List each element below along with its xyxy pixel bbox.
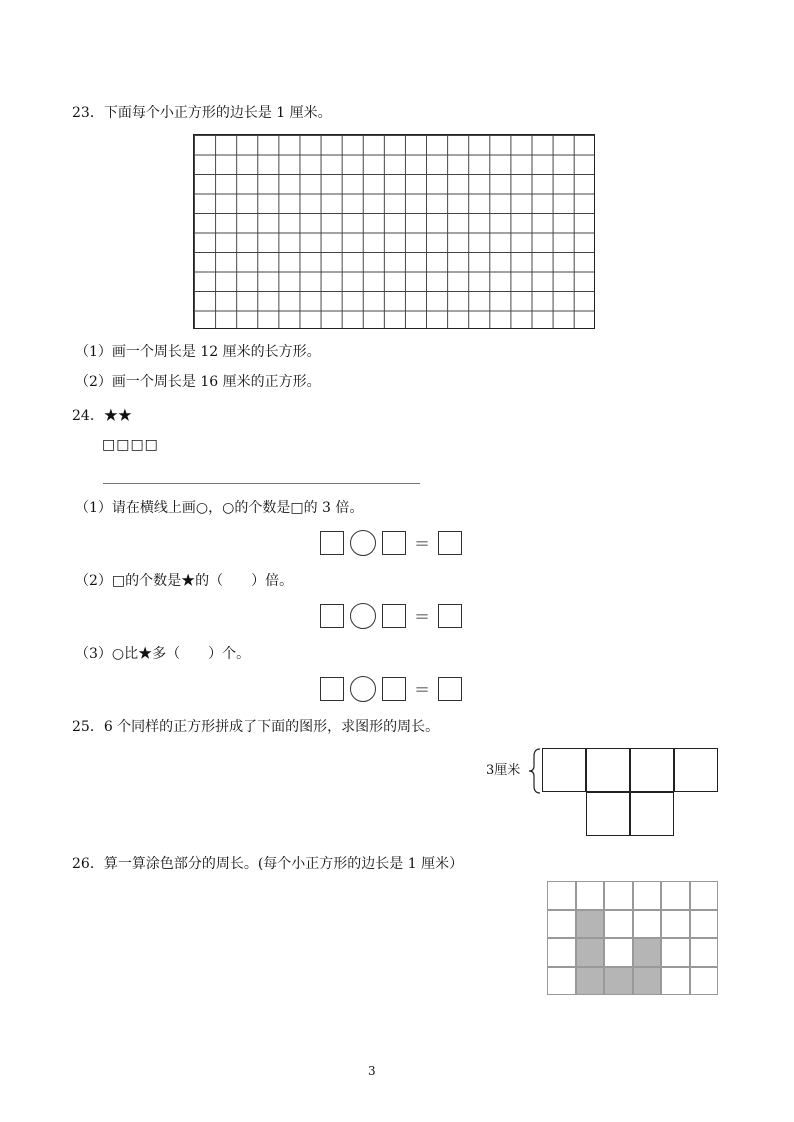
equation-blank[interactable] [320, 604, 344, 628]
figure-square [630, 792, 674, 836]
grid-cell [547, 910, 576, 939]
shaded-cell [633, 967, 662, 996]
equals-sign: = [414, 605, 430, 627]
q24-answer-line[interactable] [103, 483, 420, 484]
shaded-cell [576, 910, 605, 939]
grid-cell [547, 967, 576, 996]
grid-cell [661, 881, 690, 910]
grid-cell [690, 881, 719, 910]
q24-equation-2 [320, 603, 462, 629]
grid-cell [690, 910, 719, 939]
grid-cell [661, 910, 690, 939]
grid-cell [576, 881, 605, 910]
grid-cell [547, 881, 576, 910]
q24-title: 24．★★ [72, 408, 132, 424]
equation-blank[interactable] [320, 531, 344, 555]
shaded-cell [576, 938, 605, 967]
equals-sign: = [414, 532, 430, 554]
grid-cell [604, 910, 633, 939]
grid-cell [633, 881, 662, 910]
operator-blank[interactable] [350, 530, 376, 556]
page-number: 3 [368, 1064, 376, 1078]
q24-sub1: （1）请在横线上画○，○的个数是□的 3 倍。 [75, 500, 364, 516]
q24-equation-3 [320, 676, 462, 702]
grid-cell [690, 967, 719, 996]
q23-title: 23．下面每个小正方形的边长是 1 厘米。 [72, 105, 332, 121]
shaded-cell [576, 967, 605, 996]
q23-sub1: （1）画一个周长是 12 厘米的长方形。 [75, 344, 321, 360]
q25-side-label: 3厘米 [486, 763, 521, 778]
grid-cell [604, 938, 633, 967]
operator-blank[interactable] [350, 603, 376, 629]
figure-square [586, 748, 630, 792]
equation-blank[interactable] [382, 604, 406, 628]
figure-square [630, 748, 674, 792]
equals-sign: = [414, 678, 430, 700]
shaded-cell [633, 938, 662, 967]
q24-sub2: （2）□的个数是★的（ ）倍。 [75, 573, 294, 589]
equation-blank[interactable] [382, 677, 406, 701]
q24-equation-1 [320, 530, 462, 556]
grid-cell [690, 938, 719, 967]
equation-blank[interactable] [320, 677, 344, 701]
q23-square-grid[interactable] [193, 134, 595, 329]
grid-cell [661, 938, 690, 967]
result-blank[interactable] [438, 604, 462, 628]
shaded-cell [604, 967, 633, 996]
q26-title: 26．算一算涂色部分的周长。(每个小正方形的边长是 1 厘米） [72, 856, 464, 872]
figure-square [586, 792, 630, 836]
q23-sub2: （2）画一个周长是 16 厘米的正方形。 [75, 374, 321, 390]
grid-cell [604, 881, 633, 910]
q24-squares: □□□□ [102, 437, 159, 453]
figure-square [674, 748, 718, 792]
q24-sub3: （3）○比★多（ ）个。 [75, 646, 251, 662]
equation-blank[interactable] [382, 531, 406, 555]
operator-blank[interactable] [350, 676, 376, 702]
figure-square [542, 748, 586, 792]
q25-brace [528, 748, 542, 794]
result-blank[interactable] [438, 677, 462, 701]
grid-cell [633, 910, 662, 939]
grid-cell [661, 967, 690, 996]
result-blank[interactable] [438, 531, 462, 555]
grid-cell [547, 938, 576, 967]
q25-square-figure [542, 748, 722, 838]
q25-title: 25．6 个同样的正方形拼成了下面的图形，求图形的周长。 [72, 719, 440, 735]
q26-shaded-grid [547, 881, 718, 995]
